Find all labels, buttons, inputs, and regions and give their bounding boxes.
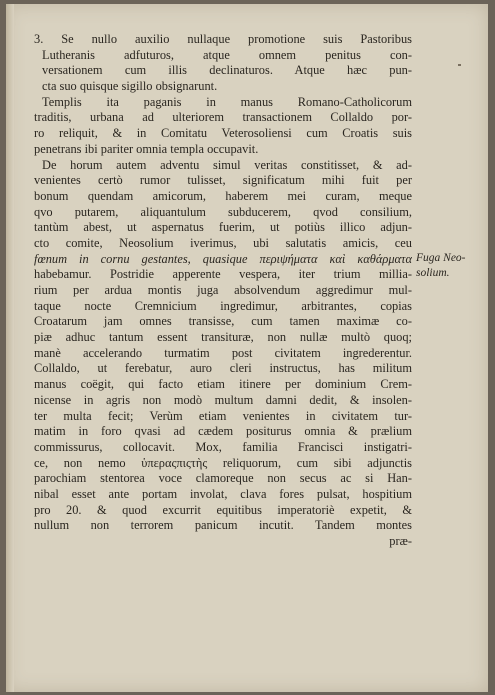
book-page: [6, 4, 488, 692]
paragraph-first-line: Templis ita paganis in manus Romano-Catholicorum: [42, 94, 412, 109]
text-line: venientes certò rumor tulisset, significatum mihi fuit per: [34, 173, 412, 188]
text-line: cto comite, Neosolium iverimus, ubi salutatis amicis, ceu: [34, 235, 412, 250]
text-line: nullum non terrorem panicum incutit. Tandem montes: [34, 518, 412, 533]
text-line: taque nocte Cremnicium ingredimur, arbitrantes, copias: [34, 298, 412, 313]
text-line: penetrans ibi pariter omnia templa occupavit.: [34, 141, 259, 156]
text-line: qvo putarem, aliquantulum subducerem, qvod consilium,: [34, 204, 412, 219]
text-line: ce, non nemo ὑπεραςπιςτὴς reliquorum, cum sibi adjunctis: [34, 455, 412, 470]
text-line: ro reliquit, & in Comitatu Veterosoliensi cum Croatis suis: [34, 126, 412, 141]
text-line: nicense in agris non modò multum damni dedit, & insolen-: [34, 392, 412, 407]
text-line: manus coëgit, qui facto etiam itinere per dominium Crem-: [34, 377, 412, 392]
text-line: cta suo quisque sigillo obsignarunt.: [42, 79, 218, 94]
text-line: manè accelerando turmatim post civitatem ingrederentur.: [34, 345, 412, 360]
text-line: matim in foro qvasi ad cædem positurus omnia & prælium: [34, 424, 412, 439]
text-line: habebamur. Postridie apperente vespera, iter trium millia-: [34, 267, 412, 282]
margin-note-line: Fuga Neo-: [416, 252, 466, 264]
text-line: 3. Se nullo auxilio nullaque promotione suis Pastoribus: [34, 32, 412, 46]
text-line: pro 20. & quod excurrit equitibus imperatoriè expetit, &: [34, 502, 412, 517]
text-line: versationem cum illis declinaturos. Atque hæc pun-: [42, 63, 412, 78]
body-text: [34, 32, 412, 550]
text-line: rium per ardua montis juga absolvendum aggredimur mul-: [34, 283, 412, 297]
text-line: ter multa fecit; Verùm etiam venientes in civitatem tur-: [34, 408, 412, 423]
text-line: nibal esset ante portam involat, clava fores pulsat, hospitium: [34, 486, 412, 501]
text-line: piæ adhuc tantum essent transituræ, non nullæ multò quoq;: [34, 330, 412, 345]
page-gutter: [6, 4, 14, 692]
margin-note: [416, 251, 476, 281]
text-line: fœnum in cornu gestantes, quasique περιψήματα καὶ καθάρματα: [34, 251, 412, 266]
text-line: tantùm abest, ut aspernatus fuerim, ut potiùs illico adjun-: [34, 220, 412, 235]
paragraph-first-line: De horum autem adventu simul veritas constitisset, & ad-: [42, 157, 412, 172]
text-line: bonum quendam amicorum, haberem mei curam, meque: [34, 188, 412, 203]
text-line: traditis, urbana ad ulteriorem transactionem Collaldo por-: [34, 110, 412, 125]
text-line: Croatarum jam omnes transisse, cum tamen maximæ co-: [34, 314, 412, 329]
text-line: Lutheranis adfuturos, atque omnem penitus con-: [42, 47, 412, 62]
catchword: præ-: [389, 534, 412, 548]
text-line: commissurus, collocavit. Mox, familia Francisci instigatri-: [34, 439, 412, 454]
ink-speck: [458, 64, 461, 66]
text-line: parochiam stentorea voce clamoreque non secus ac si Han-: [34, 471, 412, 486]
margin-note-line: solium.: [416, 267, 450, 279]
text-line: Collaldo, ut ferebatur, auro cleri instructus, has militum: [34, 361, 412, 376]
